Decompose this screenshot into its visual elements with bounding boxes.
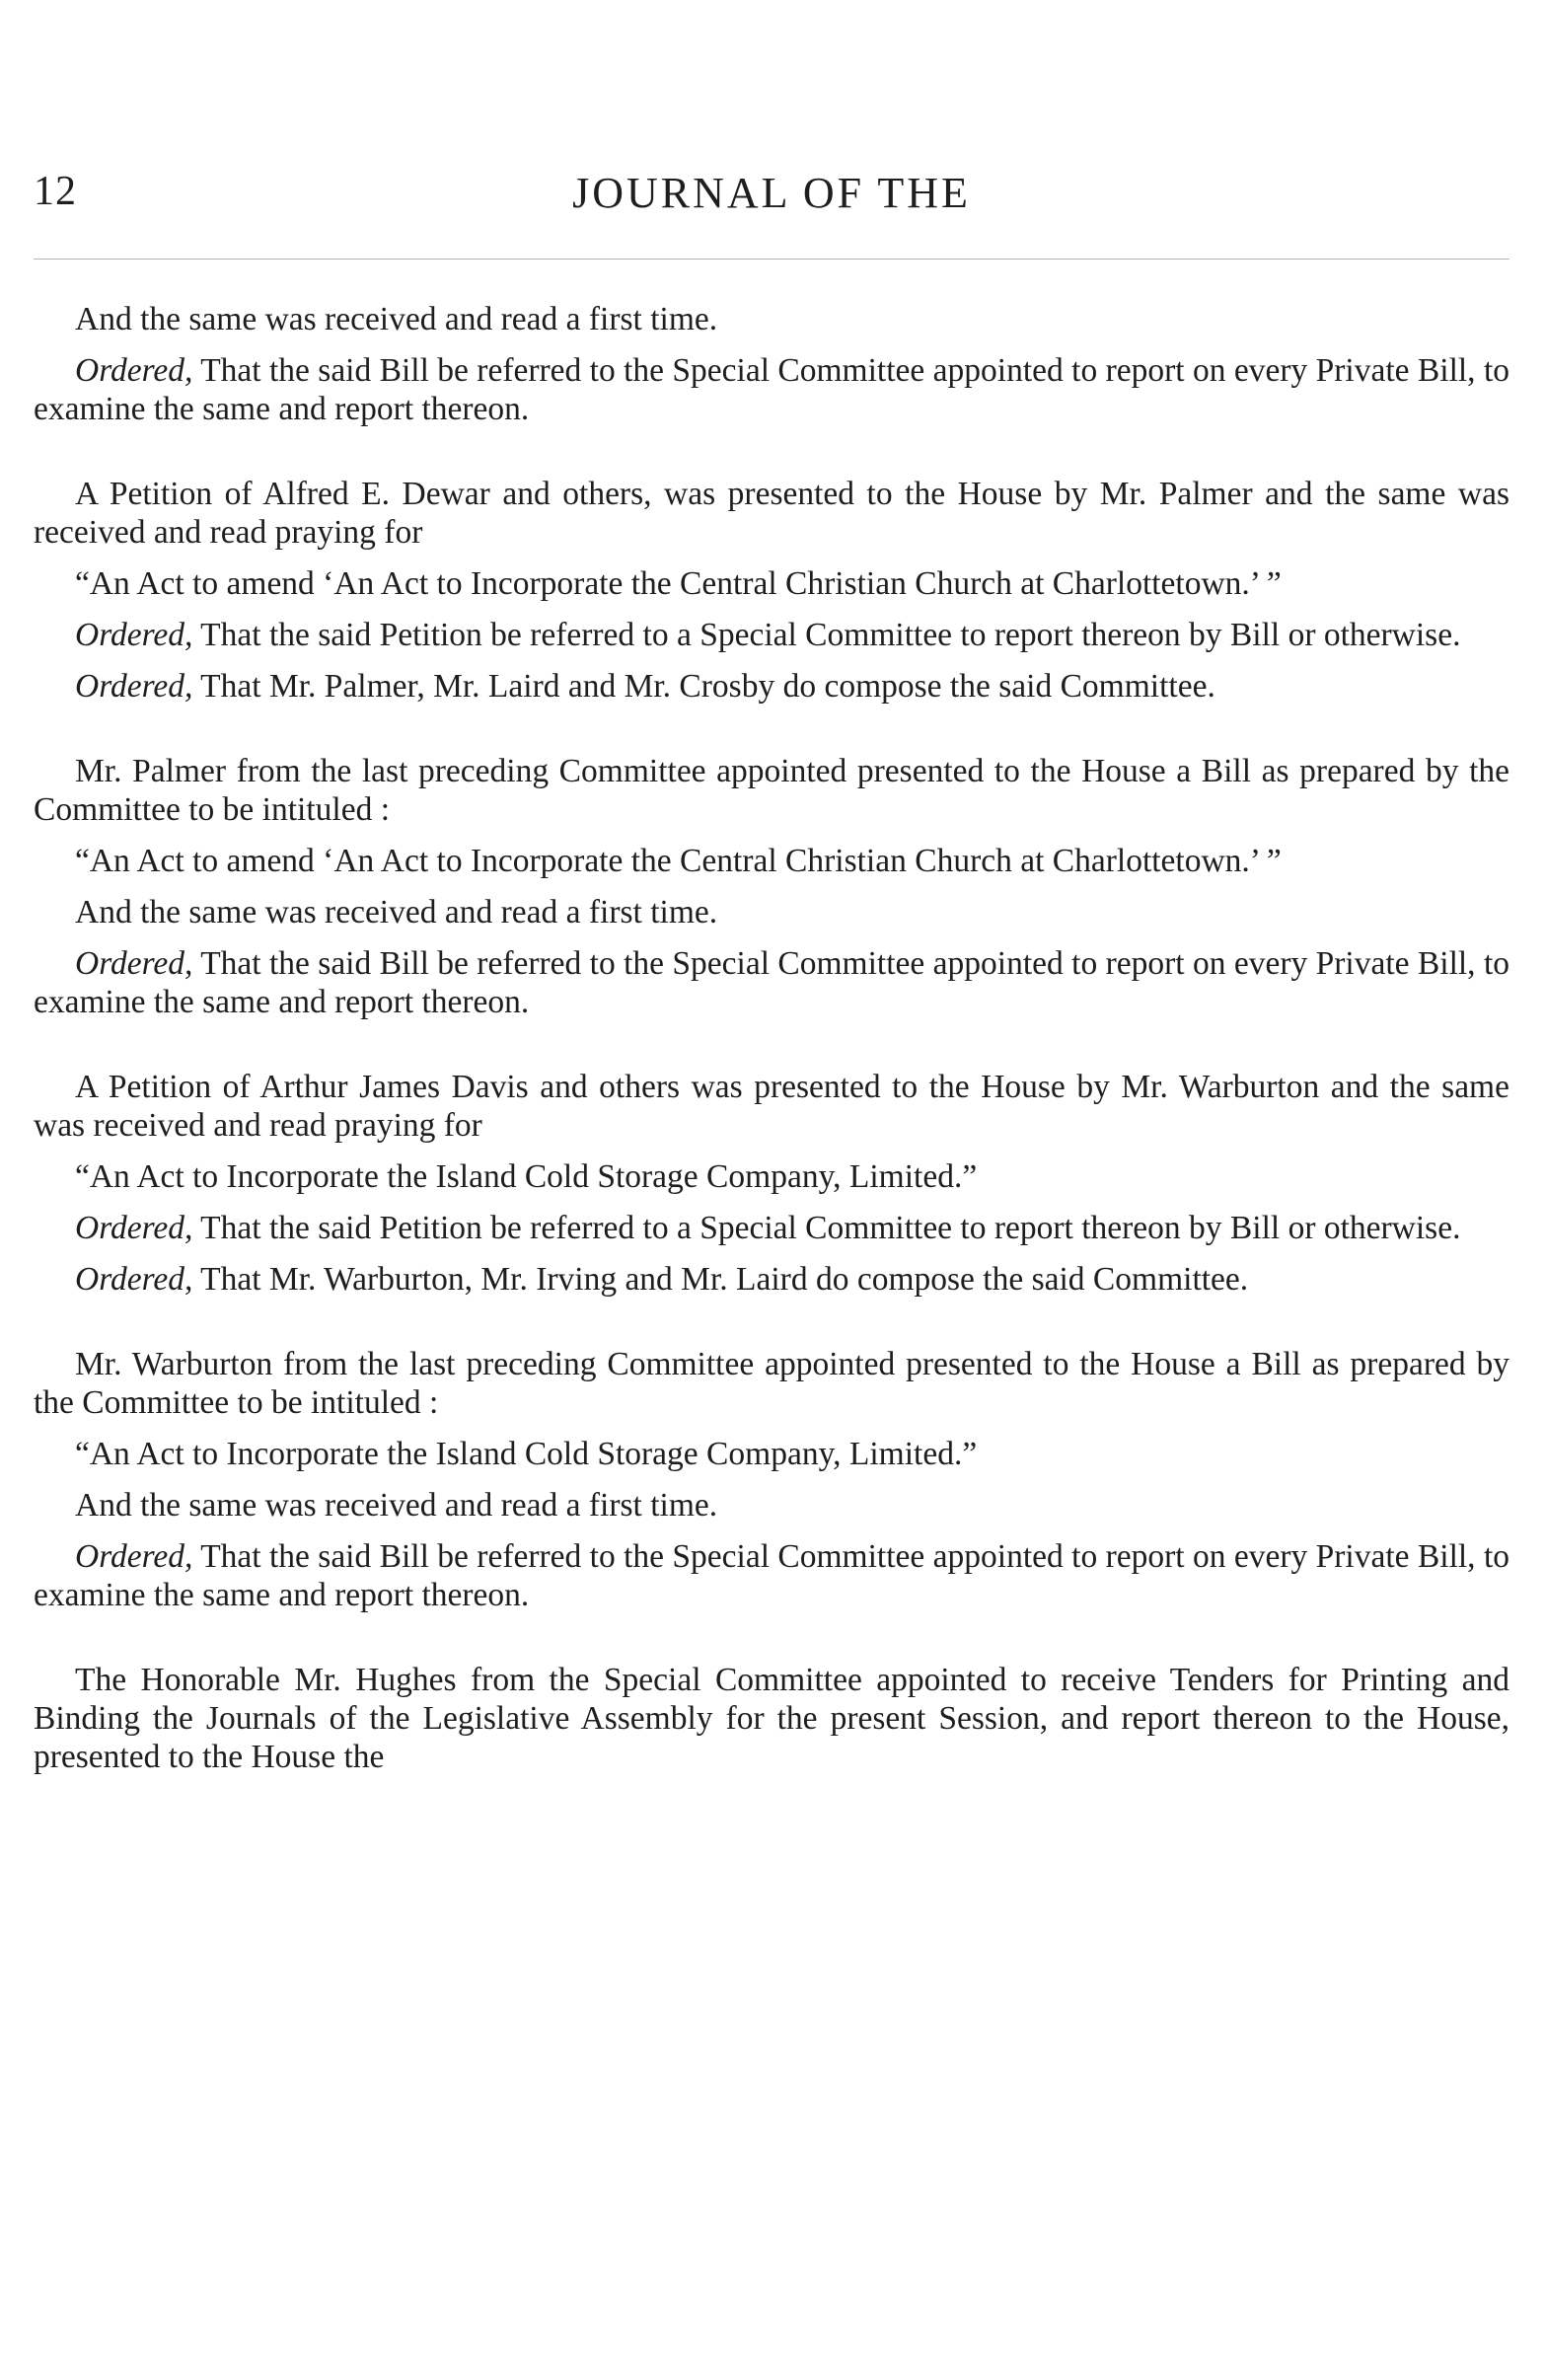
paragraph: The Honorable Mr. Hughes from the Special Committee appointed to receive Tenders for Printing and Binding the Journals of the Legislative Assembly for the present Session, and report thereon to the House, presented to the House the bbox=[34, 1662, 1509, 1775]
paragraph: Ordered, That the said Bill be referred to the Special Committee appointed to report on every Private Bill, to examine the same and report thereon. bbox=[34, 352, 1509, 427]
paragraph: Ordered, That Mr. Warburton, Mr. Irving and Mr. Laird do compose the said Committee. bbox=[75, 1261, 1249, 1298]
paragraph: And the same was received and read a first time. bbox=[75, 1487, 718, 1524]
paragraph: Ordered, That the said Petition be referred to a Special Committee to report thereon by Bill or otherwise. bbox=[75, 1210, 1461, 1246]
paragraph: And the same was received and read a first time. bbox=[75, 301, 718, 337]
paragraph: “An Act to Incorporate the Island Cold Storage Company, Limited.” bbox=[75, 1158, 978, 1195]
paragraph: Ordered, That the said Petition be referred to a Special Committee to report thereon by Bill or otherwise. bbox=[75, 617, 1461, 653]
paragraph: Mr. Warburton from the last preceding Committee appointed presented to the House a Bill as prepared by the Committee to be intituled : bbox=[34, 1346, 1509, 1421]
page-number: 12 bbox=[34, 169, 77, 214]
running-title: JOURNAL OF THE bbox=[572, 169, 971, 217]
paragraph: Ordered, That Mr. Palmer, Mr. Laird and Mr. Crosby do compose the said Committee. bbox=[75, 668, 1215, 705]
paragraph: And the same was received and read a first time. bbox=[75, 894, 718, 930]
paragraph: A Petition of Alfred E. Dewar and others, was presented to the House by Mr. Palmer and the same was received and read praying for bbox=[34, 476, 1509, 551]
header-rule bbox=[34, 259, 1509, 260]
paragraph: Ordered, That the said Bill be referred to the Special Committee appointed to report on every Private Bill, to examine the same and report thereon. bbox=[34, 1538, 1509, 1613]
page-header bbox=[34, 168, 1509, 237]
journal-body bbox=[34, 300, 1509, 1776]
paragraph: “An Act to Incorporate the Island Cold Storage Company, Limited.” bbox=[75, 1436, 978, 1472]
paragraph: “An Act to amend ‘An Act to Incorporate the Central Christian Church at Charlottetown.’ ” bbox=[75, 565, 1282, 602]
paragraph: “An Act to amend ‘An Act to Incorporate the Central Christian Church at Charlottetown.’ ” bbox=[75, 843, 1282, 879]
paragraph: A Petition of Arthur James Davis and others was presented to the House by Mr. Warburton and the same was received and read praying for bbox=[34, 1069, 1509, 1144]
paragraph: Mr. Palmer from the last preceding Committee appointed presented to the House a Bill as prepared by the Committee to be intituled : bbox=[34, 753, 1509, 828]
paragraph: Ordered, That the said Bill be referred to the Special Committee appointed to report on every Private Bill, to examine the same and report thereon. bbox=[34, 945, 1509, 1020]
